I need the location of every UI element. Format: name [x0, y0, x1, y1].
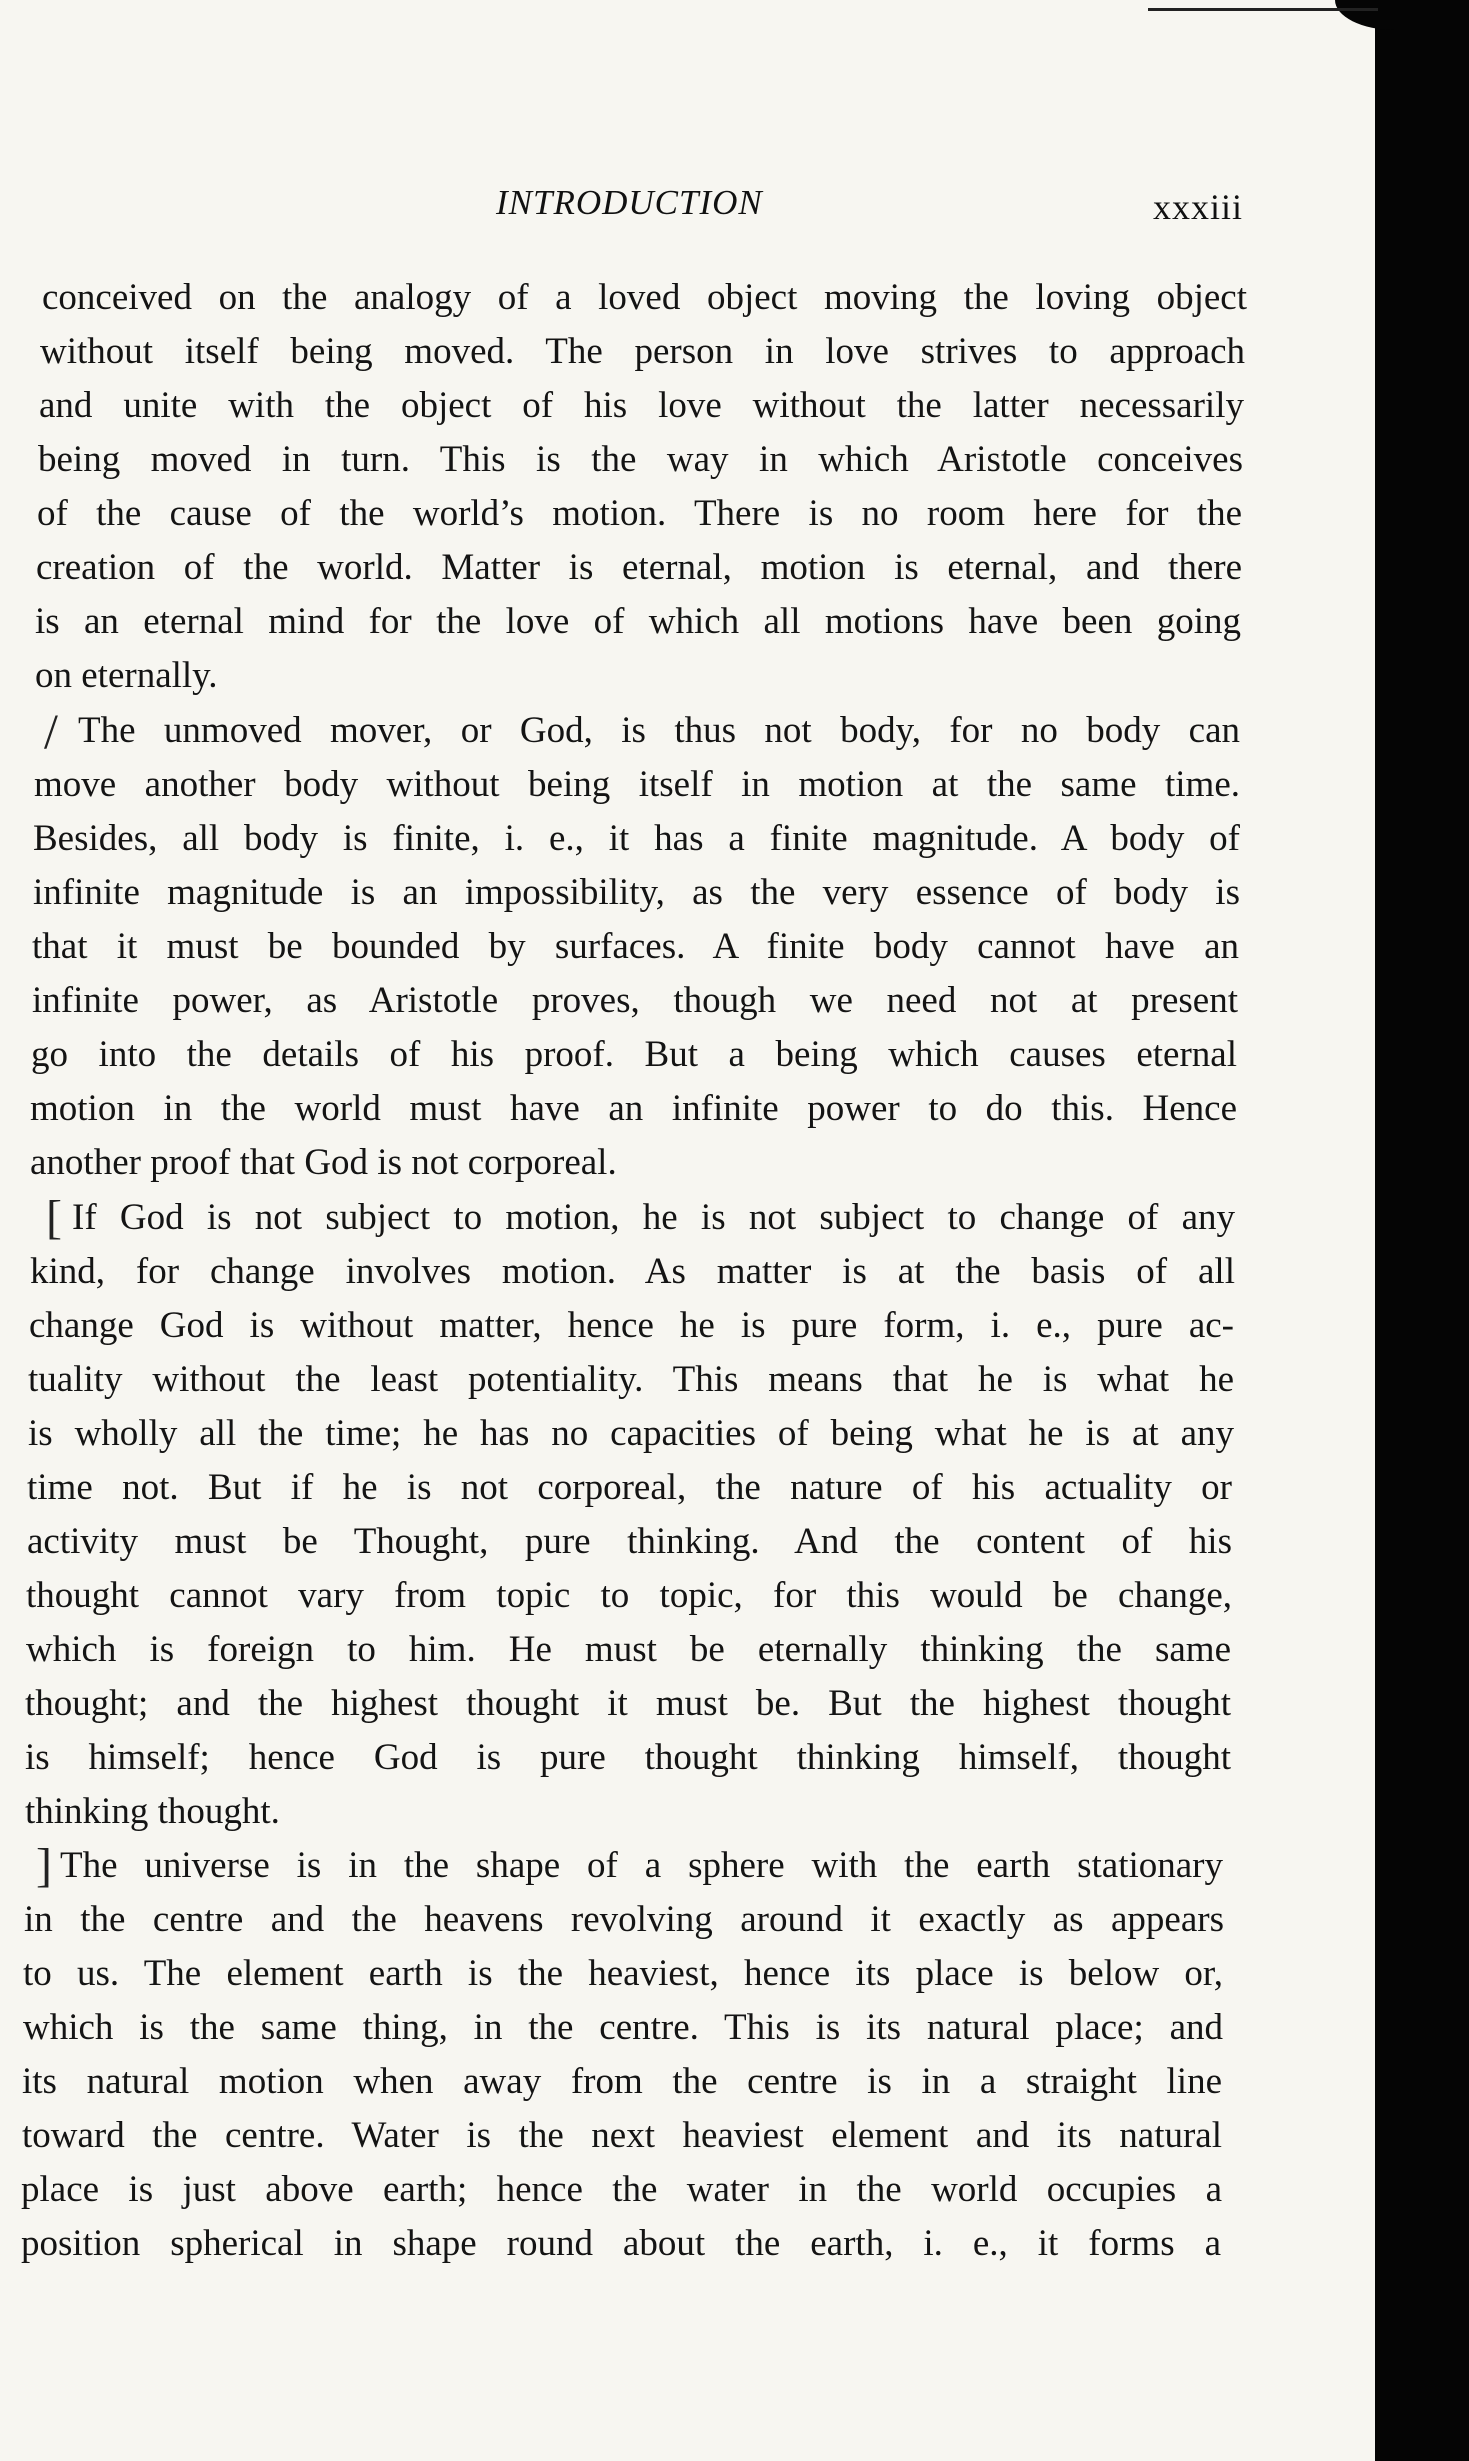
text-line: move another body without being itself in motion at the same time.	[34, 764, 1240, 805]
text-line: infinite power, as Aristotle proves, though we need not at present	[32, 980, 1238, 1021]
text-line: motion in the world must have an infinite power to do this. Hence	[30, 1088, 1237, 1129]
text-line: is an eternal mind for the love of which all motions have been going	[35, 601, 1241, 642]
text-line: on eternally.	[35, 655, 218, 696]
text-line: is himself; hence God is pure thought thinking himself, thought	[25, 1737, 1231, 1778]
text-line: to us. The element earth is the heaviest, hence its place is below or,	[23, 1953, 1223, 1994]
text-line: place is just above earth; hence the water in the world occupies a	[21, 2169, 1222, 2210]
text-line: If God is not subject to motion, he is not subject to change of any	[72, 1197, 1235, 1238]
text-line: is wholly all the time; he has no capacities of being what he is at any	[28, 1413, 1234, 1454]
text-line: that it must be bounded by surfaces. A finite body cannot have an	[32, 926, 1239, 967]
running-head: INTRODUCTION	[496, 183, 763, 222]
text-line: thinking thought.	[25, 1791, 280, 1832]
text-line: thought; and the highest thought it must be. But the highest thought	[25, 1683, 1231, 1724]
text-line: conceived on the analogy of a loved object moving the loving object	[42, 277, 1247, 318]
text-line: its natural motion when away from the centre is in a straight line	[22, 2061, 1222, 2102]
text-line: The unmoved mover, or God, is thus not body, for no body can	[78, 710, 1240, 751]
text-line: which is the same thing, in the centre. This is its natural place; and	[23, 2007, 1223, 2048]
text-line: without itself being moved. The person in love strives to approach	[40, 331, 1245, 372]
pencil-bracket-mark: [	[46, 1191, 62, 1244]
text-line: Besides, all body is finite, i. e., it has a finite magnitude. A body of	[33, 818, 1240, 859]
text-line: another proof that God is not corporeal.	[30, 1142, 617, 1183]
text-line: tuality without the least potentiality. This means that he is what he	[28, 1359, 1234, 1400]
text-line: change God is without matter, hence he is pure form, i. e., pure ac-	[29, 1305, 1234, 1346]
text-line: thought cannot vary from topic to topic, for this would be change,	[26, 1575, 1232, 1616]
text-line: toward the centre. Water is the next heaviest element and its natural	[22, 2115, 1222, 2156]
text-line: of the cause of the world’s motion. There is no room here for the	[37, 493, 1242, 534]
page-number: xxxiii	[1153, 187, 1244, 227]
text-line: position spherical in shape round about the earth, i. e., it forms a	[21, 2223, 1221, 2264]
pencil-bracket-mark: /	[44, 703, 58, 759]
text-line: go into the details of his proof. But a being which causes eternal	[31, 1034, 1237, 1075]
text-line: kind, for change involves motion. As matter is at the basis of all	[30, 1251, 1235, 1292]
text-line: infinite magnitude is an impossibility, as the very essence of body is	[33, 872, 1240, 913]
text-line: in the centre and the heavens revolving around it exactly as appears	[24, 1899, 1224, 1940]
page-shadow-edge	[1375, 0, 1469, 2461]
pencil-bracket-mark: ]	[36, 1839, 52, 1892]
text-line: and unite with the object of his love without the latter necessarily	[39, 385, 1244, 426]
text-line: activity must be Thought, pure thinking. And the content of his	[27, 1521, 1232, 1562]
text-line: The universe is in the shape of a sphere with the earth stationary	[60, 1845, 1223, 1886]
text-line: which is foreign to him. He must be eternally thinking the same	[26, 1629, 1231, 1670]
text-line: time not. But if he is not corporeal, the nature of his actuality or	[27, 1467, 1232, 1508]
text-line: creation of the world. Matter is eternal, motion is eternal, and there	[36, 547, 1242, 588]
text-line: being moved in turn. This is the way in which Aristotle conceives	[38, 439, 1243, 480]
